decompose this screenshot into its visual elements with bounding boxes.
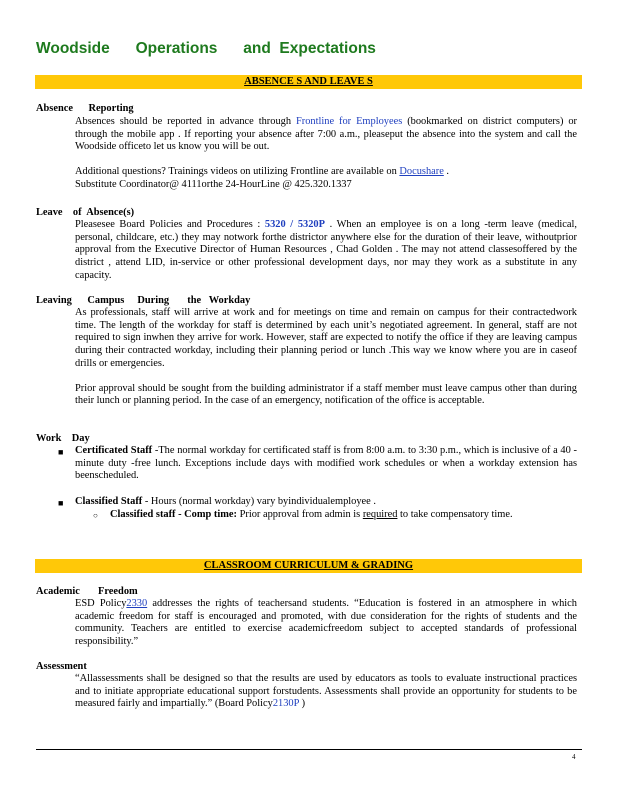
text-run: (bookmarked on district computers) or through the mobile app . If reporting your absence after 7:00 a.m., pleaseput the absence into the system and call the Woodside officeto let us know you will be out.: [75, 116, 577, 153]
page-number: 4: [572, 753, 576, 761]
assessment-paragraph: [75, 673, 577, 711]
leave-body: [75, 219, 577, 283]
square-bullet-icon: ■: [58, 447, 64, 457]
square-bullet-icon: ■: [58, 498, 64, 508]
leaving-campus-body: [75, 307, 577, 408]
heading-absence-reporting: Absence Reporting: [36, 103, 134, 114]
text-run: Pleasesee Board Policies and Procedures :: [75, 219, 265, 230]
certificated-staff-text: [75, 445, 577, 483]
heading-assessment: Assessment: [36, 661, 87, 672]
heading-academic-freedom: Academic Freedom: [36, 586, 138, 597]
trainings-paragraph: [75, 166, 577, 191]
text-run: Absences should be reported in advance through: [75, 116, 296, 127]
certificated-staff-label: Certificated Staff: [75, 445, 153, 456]
comp-time-text: [110, 509, 567, 522]
text-run: .: [443, 166, 450, 178]
absence-reporting-body: [75, 116, 577, 192]
academic-freedom-paragraph: [75, 598, 577, 649]
frontline-link[interactable]: Frontline for Employees: [295, 116, 403, 127]
text-run: - Hours (normal workday) vary byindividualemployee .: [142, 496, 376, 507]
heading-leave-of-absence: Leave of Absence(s): [36, 207, 135, 218]
section-header-label: ABSENCE S AND LEAVE S: [244, 76, 373, 87]
assessment-body: [75, 673, 577, 711]
prior-approval-paragraph: Prior approval should be sought from the building administrator if a staff member must leave campus other than during their lunch or planning period. In the case of an emergency, notification of the office is acceptable.: [75, 382, 577, 407]
section-header-classroom: [35, 559, 582, 573]
absence-reporting-paragraph: [75, 116, 577, 154]
required-text: required: [362, 509, 398, 520]
classified-staff-item: [75, 496, 577, 509]
comp-time-item: [110, 509, 567, 522]
text-run: ESD Policy: [75, 598, 127, 609]
leaving-campus-paragraph: As professionals, staff will arrive at work and for meetings on time and remain on campus for their contractedwork time. The length of the workday for staff is determined by each unit’s negotiated agreement. In general, staff are not required to sign inwhen they arrive for work. However, staff are expected to notify the office if they are leaving campus during their contracted workday, including their planning period or lunch .This way we know where you are in caseof drills or emergencies.: [75, 307, 577, 369]
text-run: -The normal workday for certificated staff is from 8:00 a.m. to 3:30 p.m., which is inclusive of a 40 -minute duty -free lunch. Exceptions include days with modified work schedules or when a workday extension has beenscheduled.: [75, 445, 577, 482]
policy-2130p-link[interactable]: 2130P: [272, 698, 300, 710]
footer-divider: [36, 749, 582, 750]
section-header-absences: [35, 75, 582, 89]
policy-2330-link[interactable]: 2330: [126, 598, 148, 609]
text-run: ): [299, 698, 306, 710]
text-run: Prior approval from admin is: [236, 509, 363, 520]
classified-staff-text: [75, 496, 577, 509]
docushare-link[interactable]: Docushare: [399, 166, 444, 178]
text-run: to take compensatory time.: [397, 509, 513, 520]
text-run: “Allassessments shall be designed so that the results are used by educators as tools to evaluate instructional practices and to initiate appropriate educational support forstudents. Assessments shall provide an opportunity for students to be measured fairly and impartially.” (Board Policy: [75, 673, 577, 710]
text-run: addresses the rights of teachersand students. “Education is fostered in an atmosphere in which academic freedom for staff is encouraged and promoted, with due consideration for the rights of students and the community. Teachers are entitled to exercise academicfreedom subject to accepted standards of professional responsibility.”: [75, 598, 577, 648]
text-run: . When an employee is on a long -term leave (medical, personal, childcare, etc.) they may notwork forthe districtor anywhere else for the duration of their leave, withoutprior approval from the Executive Director of Human Resources , Chad Golden . The may not attend classesoffered by the district , attend LID, in-service or other professional development days, nor may they work as a substitute in any capacity.: [75, 219, 577, 281]
heading-leaving-campus: Leaving Campus During the Workday: [36, 295, 251, 306]
circle-bullet-icon: ○: [93, 511, 98, 520]
heading-work-day: Work Day: [36, 433, 90, 444]
academic-freedom-body: [75, 598, 577, 649]
text-run: Additional questions? Trainings videos on utilizing Frontline are available on: [75, 166, 400, 178]
policy-5320-link[interactable]: 5320 / 5320P: [264, 219, 325, 230]
substitute-contact: Substitute Coordinator@ 4111orthe 24-HourLine @ 425.320.1337: [75, 178, 352, 190]
leave-paragraph: [75, 219, 577, 283]
section-header-label: CLASSROOM CURRICULUM & GRADING: [203, 560, 414, 571]
page-title: Woodside Operations and Expectations: [36, 40, 376, 57]
comp-time-label: Classified staff - Comp time:: [110, 509, 237, 520]
classified-staff-label: Classified Staff: [75, 496, 143, 507]
certificated-staff-item: [75, 445, 577, 483]
